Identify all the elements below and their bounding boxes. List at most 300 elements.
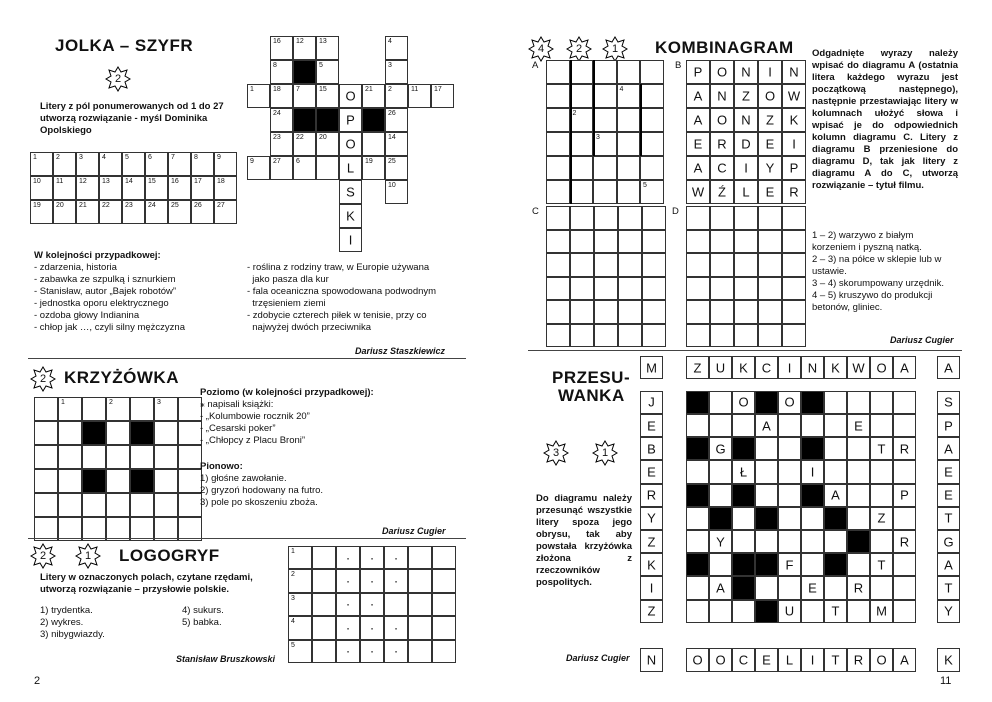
grid-cell[interactable] <box>570 230 594 254</box>
b-cell[interactable] <box>710 60 734 84</box>
grid-cell[interactable] <box>710 300 734 324</box>
grid-cell[interactable] <box>154 397 178 421</box>
code-cell[interactable] <box>99 176 122 200</box>
grid-cell[interactable]: · <box>384 616 408 639</box>
grid-cell[interactable] <box>709 600 732 623</box>
grid-cell[interactable] <box>594 324 618 348</box>
grid-cell[interactable] <box>686 507 709 530</box>
opolski-cell[interactable] <box>339 228 362 252</box>
opolski-cell[interactable] <box>339 84 362 108</box>
grid-cell[interactable] <box>937 648 960 671</box>
grid-cell[interactable] <box>640 507 663 530</box>
code-cell[interactable] <box>168 152 191 176</box>
grid-cell[interactable] <box>618 253 642 277</box>
grid-cell[interactable] <box>755 576 778 599</box>
b-cell[interactable] <box>734 180 758 204</box>
grid-cell[interactable] <box>709 414 732 437</box>
grid-cell[interactable] <box>893 507 916 530</box>
grid-cell[interactable] <box>316 60 339 84</box>
grid-cell[interactable] <box>870 356 893 379</box>
grid-cell[interactable] <box>82 397 106 421</box>
grid-cell[interactable]: · <box>360 593 384 616</box>
grid-cell[interactable] <box>593 60 617 84</box>
opolski-cell[interactable] <box>339 108 362 132</box>
b-cell[interactable] <box>734 132 758 156</box>
b-cell[interactable] <box>686 108 710 132</box>
grid-cell[interactable] <box>593 108 617 132</box>
grid-cell[interactable] <box>270 60 293 84</box>
grid-cell[interactable] <box>937 576 960 599</box>
grid-cell[interactable] <box>618 300 642 324</box>
grid-cell[interactable] <box>570 132 594 156</box>
grid-cell[interactable] <box>384 593 408 616</box>
b-cell[interactable] <box>782 156 806 180</box>
grid-cell[interactable] <box>617 84 641 108</box>
grid-cell[interactable] <box>34 493 58 517</box>
grid-cell[interactable] <box>594 277 618 301</box>
grid-cell[interactable]: · <box>384 546 408 569</box>
grid-cell[interactable] <box>106 397 130 421</box>
grid-cell[interactable] <box>847 576 870 599</box>
grid-cell[interactable] <box>570 60 594 84</box>
grid-cell[interactable] <box>593 156 617 180</box>
grid-cell[interactable] <box>385 108 408 132</box>
grid-cell[interactable] <box>618 324 642 348</box>
b-cell[interactable] <box>686 60 710 84</box>
grid-cell[interactable] <box>732 600 755 623</box>
grid-cell[interactable] <box>755 530 778 553</box>
grid-cell[interactable] <box>893 437 916 460</box>
grid-cell[interactable] <box>640 553 663 576</box>
grid-cell[interactable] <box>617 60 641 84</box>
b-cell[interactable] <box>758 180 782 204</box>
grid-cell[interactable] <box>640 180 664 204</box>
grid-cell[interactable] <box>778 530 801 553</box>
grid-cell[interactable] <box>270 36 293 60</box>
grid-cell[interactable] <box>686 230 710 254</box>
grid-cell[interactable] <box>709 356 732 379</box>
grid-cell[interactable] <box>640 437 663 460</box>
grid-cell[interactable] <box>640 576 663 599</box>
grid-cell[interactable] <box>432 546 456 569</box>
grid-cell[interactable] <box>870 648 893 671</box>
grid-cell[interactable] <box>732 356 755 379</box>
b-cell[interactable] <box>686 132 710 156</box>
grid-cell[interactable] <box>293 36 316 60</box>
grid-cell[interactable] <box>847 437 870 460</box>
grid-cell[interactable] <box>758 230 782 254</box>
b-cell[interactable] <box>758 84 782 108</box>
grid-cell[interactable] <box>618 277 642 301</box>
grid-cell[interactable] <box>893 484 916 507</box>
grid-cell[interactable] <box>710 206 734 230</box>
code-cell[interactable] <box>53 176 76 200</box>
grid-cell[interactable] <box>640 600 663 623</box>
grid-cell[interactable] <box>778 553 801 576</box>
grid-cell[interactable] <box>385 156 408 180</box>
grid-cell[interactable] <box>778 391 801 414</box>
grid-cell[interactable] <box>893 576 916 599</box>
grid-cell[interactable]: · <box>384 569 408 592</box>
grid-cell[interactable] <box>709 484 732 507</box>
grid-cell[interactable] <box>870 484 893 507</box>
grid-cell[interactable] <box>801 553 824 576</box>
grid-cell[interactable] <box>385 180 408 204</box>
grid-cell[interactable] <box>546 300 570 324</box>
grid-cell[interactable] <box>288 593 312 616</box>
grid-cell[interactable] <box>801 507 824 530</box>
grid-cell[interactable] <box>937 356 960 379</box>
grid-cell[interactable] <box>732 391 755 414</box>
grid-cell[interactable] <box>686 324 710 348</box>
grid-cell[interactable] <box>824 484 847 507</box>
grid-cell[interactable] <box>642 324 666 348</box>
grid-cell[interactable] <box>801 530 824 553</box>
grid-cell[interactable] <box>893 600 916 623</box>
grid-cell[interactable] <box>937 507 960 530</box>
grid-cell[interactable] <box>432 593 456 616</box>
grid-cell[interactable] <box>288 640 312 663</box>
grid-cell[interactable] <box>709 530 732 553</box>
code-cell[interactable] <box>168 176 191 200</box>
grid-cell[interactable] <box>847 484 870 507</box>
grid-cell[interactable] <box>758 206 782 230</box>
grid-cell[interactable] <box>640 356 663 379</box>
code-cell[interactable] <box>191 176 214 200</box>
grid-cell[interactable] <box>686 576 709 599</box>
grid-cell[interactable] <box>686 356 709 379</box>
grid-cell[interactable] <box>34 445 58 469</box>
code-cell[interactable] <box>99 200 122 224</box>
grid-cell[interactable] <box>385 60 408 84</box>
grid-cell[interactable] <box>617 132 641 156</box>
grid-cell[interactable] <box>362 132 385 156</box>
grid-cell[interactable] <box>642 206 666 230</box>
grid-cell[interactable] <box>937 391 960 414</box>
grid-cell[interactable] <box>408 593 432 616</box>
grid-cell[interactable] <box>686 600 709 623</box>
grid-cell[interactable] <box>270 156 293 180</box>
grid-cell[interactable] <box>893 530 916 553</box>
grid-cell[interactable] <box>778 356 801 379</box>
grid-cell[interactable] <box>870 414 893 437</box>
code-cell[interactable] <box>214 200 237 224</box>
grid-cell[interactable] <box>893 391 916 414</box>
grid-cell[interactable] <box>58 421 82 445</box>
grid-cell[interactable] <box>870 507 893 530</box>
grid-cell[interactable] <box>734 206 758 230</box>
grid-cell[interactable] <box>106 493 130 517</box>
grid-cell[interactable] <box>570 180 594 204</box>
b-cell[interactable] <box>710 108 734 132</box>
grid-cell[interactable]: · <box>360 546 384 569</box>
code-cell[interactable] <box>145 200 168 224</box>
code-cell[interactable] <box>214 176 237 200</box>
grid-cell[interactable] <box>824 530 847 553</box>
code-cell[interactable] <box>99 152 122 176</box>
grid-cell[interactable] <box>618 206 642 230</box>
grid-cell[interactable] <box>58 397 82 421</box>
code-cell[interactable] <box>30 176 53 200</box>
grid-cell[interactable] <box>593 132 617 156</box>
b-cell[interactable] <box>686 180 710 204</box>
grid-cell[interactable] <box>686 530 709 553</box>
grid-cell[interactable] <box>937 553 960 576</box>
grid-cell[interactable] <box>546 156 570 180</box>
grid-cell[interactable] <box>686 414 709 437</box>
grid-cell[interactable] <box>640 460 663 483</box>
grid-cell[interactable]: · <box>360 616 384 639</box>
grid-cell[interactable] <box>778 484 801 507</box>
grid-cell[interactable] <box>593 180 617 204</box>
grid-cell[interactable] <box>893 553 916 576</box>
grid-cell[interactable] <box>408 546 432 569</box>
b-cell[interactable] <box>710 132 734 156</box>
grid-cell[interactable] <box>870 600 893 623</box>
grid-cell[interactable] <box>782 277 806 301</box>
grid-cell[interactable] <box>594 253 618 277</box>
grid-cell[interactable] <box>130 493 154 517</box>
grid-cell[interactable] <box>130 397 154 421</box>
grid-cell[interactable] <box>106 469 130 493</box>
grid-cell[interactable] <box>640 648 663 671</box>
grid-cell[interactable] <box>937 437 960 460</box>
grid-cell[interactable] <box>640 414 663 437</box>
grid-cell[interactable] <box>546 324 570 348</box>
grid-cell[interactable] <box>778 576 801 599</box>
code-cell[interactable] <box>53 200 76 224</box>
grid-cell[interactable] <box>312 616 336 639</box>
grid-cell[interactable] <box>570 324 594 348</box>
grid-cell[interactable] <box>758 253 782 277</box>
grid-cell[interactable] <box>709 437 732 460</box>
grid-cell[interactable] <box>408 640 432 663</box>
grid-cell[interactable] <box>312 569 336 592</box>
grid-cell[interactable] <box>316 132 339 156</box>
grid-cell[interactable]: · <box>336 616 360 639</box>
grid-cell[interactable] <box>270 132 293 156</box>
grid-cell[interactable] <box>594 230 618 254</box>
grid-cell[interactable] <box>106 421 130 445</box>
grid-cell[interactable] <box>642 300 666 324</box>
grid-cell[interactable] <box>847 356 870 379</box>
grid-cell[interactable] <box>710 324 734 348</box>
grid-cell[interactable] <box>847 391 870 414</box>
grid-cell[interactable] <box>594 300 618 324</box>
grid-cell[interactable] <box>316 156 339 180</box>
grid-cell[interactable] <box>847 553 870 576</box>
code-cell[interactable] <box>76 152 99 176</box>
grid-cell[interactable] <box>288 546 312 569</box>
b-cell[interactable] <box>758 108 782 132</box>
grid-cell[interactable] <box>431 84 454 108</box>
b-cell[interactable] <box>782 108 806 132</box>
grid-cell[interactable] <box>732 507 755 530</box>
grid-cell[interactable] <box>778 600 801 623</box>
grid-cell[interactable] <box>755 414 778 437</box>
b-cell[interactable] <box>782 60 806 84</box>
grid-cell[interactable] <box>570 253 594 277</box>
grid-cell[interactable] <box>312 593 336 616</box>
grid-cell[interactable] <box>546 108 570 132</box>
grid-cell[interactable] <box>732 530 755 553</box>
grid-cell[interactable] <box>732 460 755 483</box>
grid-cell[interactable] <box>432 569 456 592</box>
grid-cell[interactable] <box>34 397 58 421</box>
grid-cell[interactable] <box>709 648 732 671</box>
grid-cell[interactable] <box>293 84 316 108</box>
grid-cell[interactable] <box>782 324 806 348</box>
grid-cell[interactable] <box>893 648 916 671</box>
grid-cell[interactable] <box>824 576 847 599</box>
b-cell[interactable] <box>758 156 782 180</box>
grid-cell[interactable] <box>546 180 570 204</box>
code-cell[interactable] <box>191 152 214 176</box>
grid-cell[interactable] <box>642 277 666 301</box>
grid-cell[interactable]: · <box>336 593 360 616</box>
grid-cell[interactable] <box>709 553 732 576</box>
grid-cell[interactable] <box>824 391 847 414</box>
grid-cell[interactable] <box>801 600 824 623</box>
grid-cell[interactable] <box>640 156 664 180</box>
grid-cell[interactable] <box>270 108 293 132</box>
b-cell[interactable] <box>782 132 806 156</box>
grid-cell[interactable] <box>546 84 570 108</box>
b-cell[interactable] <box>710 180 734 204</box>
grid-cell[interactable] <box>824 460 847 483</box>
grid-cell[interactable] <box>178 469 202 493</box>
grid-cell[interactable] <box>247 84 270 108</box>
grid-cell[interactable] <box>893 460 916 483</box>
grid-cell[interactable] <box>870 437 893 460</box>
grid-cell[interactable] <box>778 648 801 671</box>
grid-cell[interactable] <box>312 546 336 569</box>
grid-cell[interactable] <box>58 469 82 493</box>
code-cell[interactable] <box>30 152 53 176</box>
code-cell[interactable] <box>76 176 99 200</box>
grid-cell[interactable] <box>58 493 82 517</box>
grid-cell[interactable] <box>847 600 870 623</box>
grid-cell[interactable] <box>408 84 431 108</box>
grid-cell[interactable] <box>178 397 202 421</box>
grid-cell[interactable] <box>782 206 806 230</box>
grid-cell[interactable] <box>82 493 106 517</box>
grid-cell[interactable] <box>178 493 202 517</box>
grid-cell[interactable] <box>408 616 432 639</box>
grid-cell[interactable] <box>432 640 456 663</box>
grid-cell[interactable] <box>734 277 758 301</box>
grid-cell[interactable] <box>34 469 58 493</box>
grid-cell[interactable] <box>824 648 847 671</box>
grid-cell[interactable] <box>130 445 154 469</box>
grid-cell[interactable] <box>778 460 801 483</box>
grid-cell[interactable] <box>937 600 960 623</box>
b-cell[interactable] <box>710 84 734 108</box>
grid-cell[interactable] <box>778 414 801 437</box>
grid-cell[interactable] <box>362 156 385 180</box>
b-cell[interactable] <box>758 132 782 156</box>
grid-cell[interactable] <box>432 616 456 639</box>
grid-cell[interactable] <box>570 108 594 132</box>
grid-cell[interactable] <box>316 36 339 60</box>
grid-cell[interactable] <box>801 460 824 483</box>
grid-cell[interactable] <box>362 84 385 108</box>
grid-cell[interactable] <box>617 156 641 180</box>
grid-cell[interactable] <box>686 206 710 230</box>
grid-cell[interactable] <box>154 469 178 493</box>
code-cell[interactable] <box>122 152 145 176</box>
grid-cell[interactable] <box>847 507 870 530</box>
grid-cell[interactable] <box>778 437 801 460</box>
grid-cell[interactable] <box>824 356 847 379</box>
grid-cell[interactable] <box>58 445 82 469</box>
grid-cell[interactable]: · <box>360 640 384 663</box>
code-cell[interactable] <box>214 152 237 176</box>
grid-cell[interactable] <box>82 445 106 469</box>
opolski-cell[interactable] <box>339 180 362 204</box>
grid-cell[interactable]: · <box>336 569 360 592</box>
grid-cell[interactable] <box>755 437 778 460</box>
grid-cell[interactable] <box>293 156 316 180</box>
grid-cell[interactable] <box>570 84 594 108</box>
grid-cell[interactable] <box>937 460 960 483</box>
grid-cell[interactable] <box>686 253 710 277</box>
grid-cell[interactable] <box>640 132 664 156</box>
grid-cell[interactable] <box>801 648 824 671</box>
code-cell[interactable] <box>122 200 145 224</box>
grid-cell[interactable] <box>709 576 732 599</box>
grid-cell[interactable]: · <box>336 640 360 663</box>
grid-cell[interactable] <box>316 84 339 108</box>
grid-cell[interactable] <box>710 277 734 301</box>
grid-cell[interactable] <box>546 132 570 156</box>
grid-cell[interactable] <box>686 648 709 671</box>
grid-cell[interactable] <box>870 530 893 553</box>
grid-cell[interactable] <box>847 648 870 671</box>
grid-cell[interactable] <box>778 507 801 530</box>
grid-cell[interactable] <box>686 460 709 483</box>
grid-cell[interactable]: · <box>336 546 360 569</box>
grid-cell[interactable] <box>847 460 870 483</box>
b-cell[interactable] <box>734 84 758 108</box>
grid-cell[interactable] <box>755 460 778 483</box>
grid-cell[interactable] <box>546 206 570 230</box>
grid-cell[interactable] <box>570 206 594 230</box>
code-cell[interactable] <box>53 152 76 176</box>
grid-cell[interactable] <box>847 414 870 437</box>
grid-cell[interactable] <box>546 253 570 277</box>
grid-cell[interactable] <box>755 648 778 671</box>
grid-cell[interactable] <box>734 253 758 277</box>
grid-cell[interactable] <box>782 300 806 324</box>
opolski-cell[interactable] <box>339 132 362 156</box>
grid-cell[interactable] <box>870 391 893 414</box>
grid-cell[interactable] <box>734 230 758 254</box>
b-cell[interactable] <box>782 180 806 204</box>
grid-cell[interactable] <box>893 356 916 379</box>
code-cell[interactable] <box>145 152 168 176</box>
code-cell[interactable] <box>122 176 145 200</box>
grid-cell[interactable] <box>732 414 755 437</box>
grid-cell[interactable] <box>640 484 663 507</box>
grid-cell[interactable] <box>618 230 642 254</box>
grid-cell[interactable] <box>824 414 847 437</box>
grid-cell[interactable] <box>385 132 408 156</box>
b-cell[interactable] <box>758 60 782 84</box>
grid-cell[interactable] <box>870 553 893 576</box>
grid-cell[interactable] <box>755 356 778 379</box>
grid-cell[interactable] <box>870 576 893 599</box>
